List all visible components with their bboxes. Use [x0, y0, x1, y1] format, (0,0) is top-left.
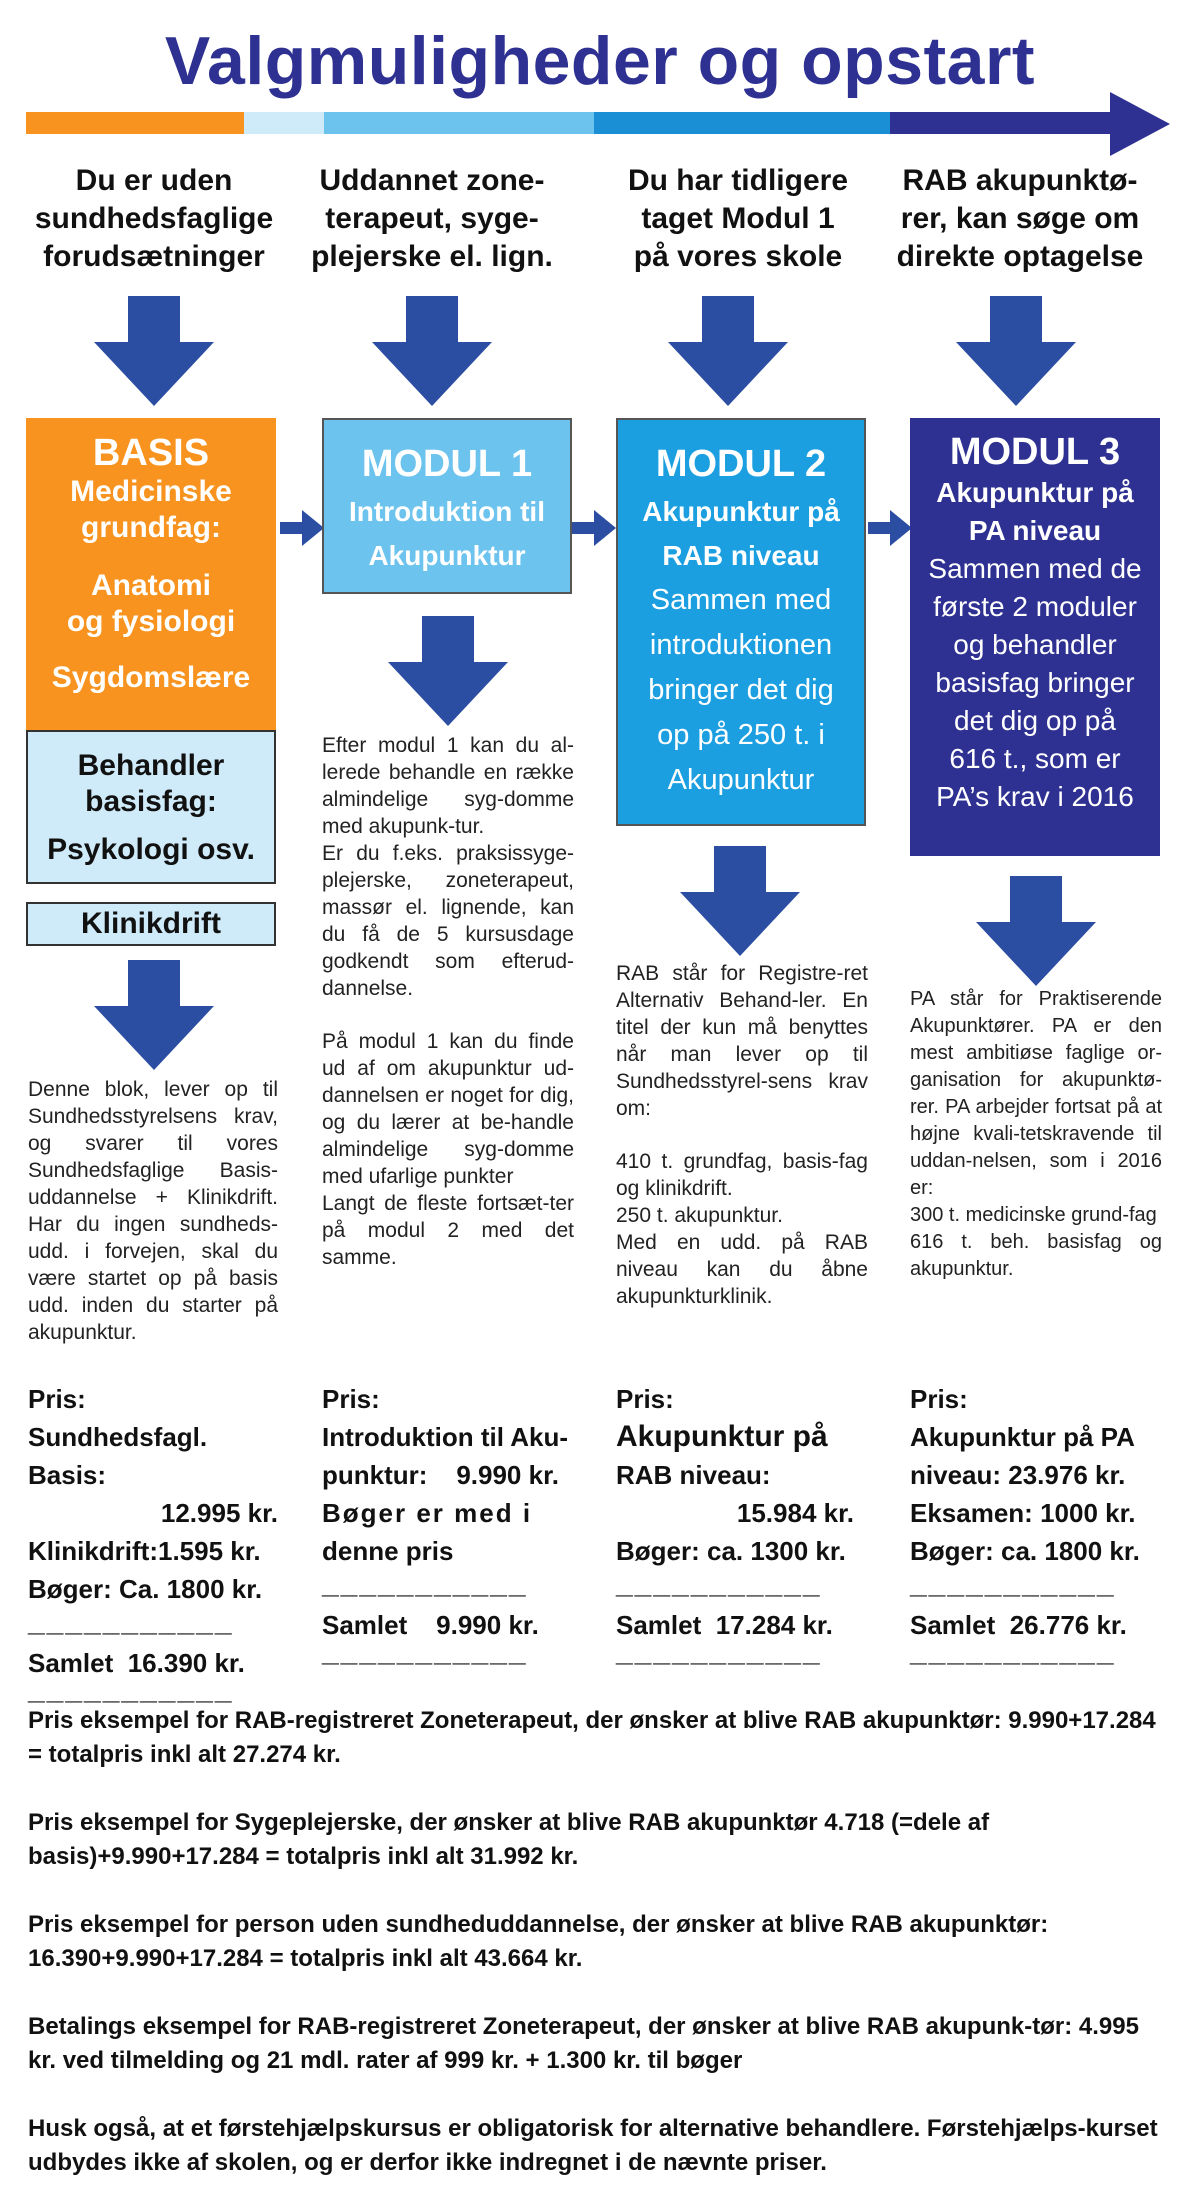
price-line: Sundhedsfagl. Basis:	[28, 1422, 208, 1490]
modul1-title: MODUL 1	[361, 443, 533, 485]
basis-title: BASIS	[92, 432, 210, 474]
basis-disease: Sygdomslære	[51, 661, 251, 694]
column-heading-1: Du er uden sundhedsfaglige forudsætninger	[34, 164, 274, 273]
price-line: Introduktion til Aku-	[322, 1422, 568, 1452]
column-heading-2: Uddannet zone- terapeut, syge- plejerske el. lign.	[311, 164, 553, 273]
down-arrow-icon	[976, 876, 1096, 986]
down-arrow-icon	[94, 296, 214, 406]
price-line: Eksamen: 1000 kr.	[910, 1498, 1136, 1528]
right-arrow-icon	[572, 510, 616, 546]
price-line: Bøger: ca. 1300 kr.	[616, 1536, 846, 1566]
down-arrow-icon	[388, 616, 508, 726]
price-line: Akupunktur på PA	[910, 1422, 1135, 1452]
price-block-modul1	[322, 1380, 574, 1668]
price-line: Bøger: ca. 1800 kr.	[910, 1536, 1140, 1566]
down-arrow-icon	[668, 296, 788, 406]
page-title: Valgmuligheder og opstart	[164, 23, 1036, 99]
modul3-title: MODUL 3	[949, 431, 1121, 473]
price-block-modul2	[616, 1380, 868, 1668]
divider: ___________	[616, 1567, 822, 1600]
price-line: 15.984 kr.	[736, 1498, 854, 1528]
total-price: Samlet 26.776 kr.	[910, 1610, 1127, 1640]
total-price: Samlet 17.284 kr.	[616, 1610, 833, 1640]
total-price: Samlet 16.390 kr.	[28, 1648, 245, 1678]
divider: ___________	[616, 1635, 822, 1668]
modul3-box	[910, 418, 1160, 856]
down-arrow-icon	[680, 846, 800, 956]
column-heading-3: Du har tidligere taget Modul 1 på vores skole	[627, 164, 849, 273]
divider: ___________	[910, 1567, 1116, 1600]
price-line: Akupunktur på	[616, 1420, 828, 1453]
timeline-bar-pale	[244, 112, 324, 134]
price-line: Klinikdrift:1.595 kr.	[28, 1536, 261, 1566]
price-example-no-education: Pris eksempel for person uden sundheduddannelse, der ønsker at blive RAB akupunktør: 16.390+9.990+17.284 = totalpris inkl alt 43.664 kr.	[28, 1911, 1049, 1972]
divider: ___________	[910, 1635, 1116, 1668]
right-arrow-icon	[868, 510, 912, 546]
behandler-title: Behandler basisfag:	[77, 749, 225, 818]
basis-subtitle: Medicinske grundfag:	[70, 475, 232, 544]
timeline-bar-navy	[890, 112, 1112, 134]
basis-box	[26, 418, 276, 730]
modul2-subtitle: Akupunktur på RAB niveau	[642, 496, 840, 571]
price-label: Pris:	[616, 1384, 674, 1414]
price-block-modul3	[910, 1380, 1162, 1668]
price-line: niveau: 23.976 kr.	[910, 1460, 1126, 1490]
divider: ___________	[322, 1635, 528, 1668]
price-example-zoneterapeut: Pris eksempel for RAB-registreret Zoneterapeut, der ønsker at blive RAB akupunktør: 9.990+17.284 = totalpris inkl alt 27.274 kr.	[28, 1707, 1156, 1768]
modul3-description: Sammen med de første 2 moduler og behandler basisfag bringer det dig op på 616 t., som er PA’s krav i 2016	[928, 553, 1142, 812]
price-line: denne pris	[322, 1536, 454, 1566]
modul1-subtitle: Introduktion til Akupunktur	[349, 496, 545, 571]
down-arrow-icon	[94, 960, 214, 1070]
price-line: 12.995 kr.	[160, 1498, 278, 1528]
divider: ___________	[28, 1673, 234, 1706]
price-label: Pris:	[322, 1384, 380, 1414]
modul2-description: Sammen med introduktionen bringer det dig op på 250 t. i Akupunktur	[648, 584, 834, 796]
modul3-subtitle: Akupunktur på PA niveau	[936, 477, 1134, 546]
klinikdrift-box: Klinikdrift	[26, 902, 276, 946]
timeline-bar-orange	[26, 112, 244, 134]
price-line: Bøger er med i	[322, 1498, 533, 1528]
timeline-bar-blue	[594, 112, 890, 134]
modul1-box	[322, 418, 572, 594]
timeline-bar-lightblue	[324, 112, 594, 134]
divider: ___________	[28, 1605, 234, 1638]
modul2-box	[616, 418, 866, 826]
behandler-box	[26, 730, 276, 884]
right-arrow-icon	[280, 510, 324, 546]
down-arrow-icon	[372, 296, 492, 406]
modul3-info: PA står for Praktiserende Akupunktører. PA er den mest ambitiøse faglige or-ganisation for akupunktø-rer. PA arbejder fortsat på at højne kvali-tetskravende til uddan-nelsen, som i 2016 er: 300 t. medicinske grund-fag 616 t. beh. basisfag og akupunktur.	[910, 988, 1162, 1280]
basis-description: Denne blok, lever op til Sundhedsstyrelsens krav, og svarer til vores Sundhedsfaglige Basis-uddannelse + Klinikdrift. Har du ingen sundheds-udd. i forvejen, skal du være startet op på basis udd. inden du starter på akupunktur.	[28, 1078, 278, 1344]
column-heading-4: RAB akupunktø- rer, kan søge om direkte optagelse	[896, 164, 1144, 273]
timeline-arrow-icon	[1110, 92, 1170, 156]
price-line: Bøger: Ca. 1800 kr.	[28, 1574, 263, 1604]
basis-subjects: Anatomi og fysiologi	[66, 569, 236, 638]
payment-example: Betalings eksempel for RAB-registreret Zoneterapeut, der ønsker at blive RAB akupunk-tør: 4.995 kr. ved tilmelding og 21 mdl. rater af 999 kr. + 1.300 kr. til bøger	[28, 2013, 1139, 2074]
first-aid-note: Husk også, at et førstehjælpskursus er obligatorisk for alternative behandlere. Førstehjælps-kurset udbydes ikke af skolen, og er derfor ikke indregnet i de nævnte priser.	[28, 2115, 1158, 2176]
down-arrow-icon	[956, 296, 1076, 406]
price-line: punktur: 9.990 kr.	[322, 1460, 559, 1490]
modul2-title: MODUL 2	[655, 443, 827, 485]
divider: ___________	[322, 1567, 528, 1600]
price-block-basis	[28, 1380, 278, 1706]
behandler-psychology: Psykologi osv.	[47, 833, 255, 866]
price-line: RAB niveau:	[616, 1460, 771, 1490]
price-example-sygeplejerske: Pris eksempel for Sygeplejerske, der ønsker at blive RAB akupunktør 4.718 (=dele af basis)+9.990+17.284 = totalpris inkl alt 31.992 kr.	[28, 1809, 990, 1870]
modul1-description: Efter modul 1 kan du al-lerede behandle en række almindelige syg-domme med akupunk-tur. Er du f.eks. praksissyge-plejerske, zoneterapeut, massør el. lignende, kan du få de 5 kursusdage godkendt som efterud-dannelse. På modul 1 kan du finde ud af om akupunktur ud-dannelsen er noget for dig, og du lærer at be-handle almindelige syg-domme med ufarlige punkter Langt de fleste fortsæt-ter på modul 2 med det samme.	[322, 734, 574, 1269]
price-label: Pris:	[28, 1384, 86, 1414]
total-price: Samlet 9.990 kr.	[322, 1610, 539, 1640]
modul2-info: RAB står for Registre-ret Alternativ Behand-ler. En titel der kun må benyttes når man lever op til Sundhedsstyrel-sens krav om: 410 t. grundfag, basis-fag og klinikdrift. 250 t. akupunktur. Med en udd. på RAB niveau kan du åbne akupunkturklinik.	[616, 962, 868, 1308]
price-label: Pris:	[910, 1384, 968, 1414]
